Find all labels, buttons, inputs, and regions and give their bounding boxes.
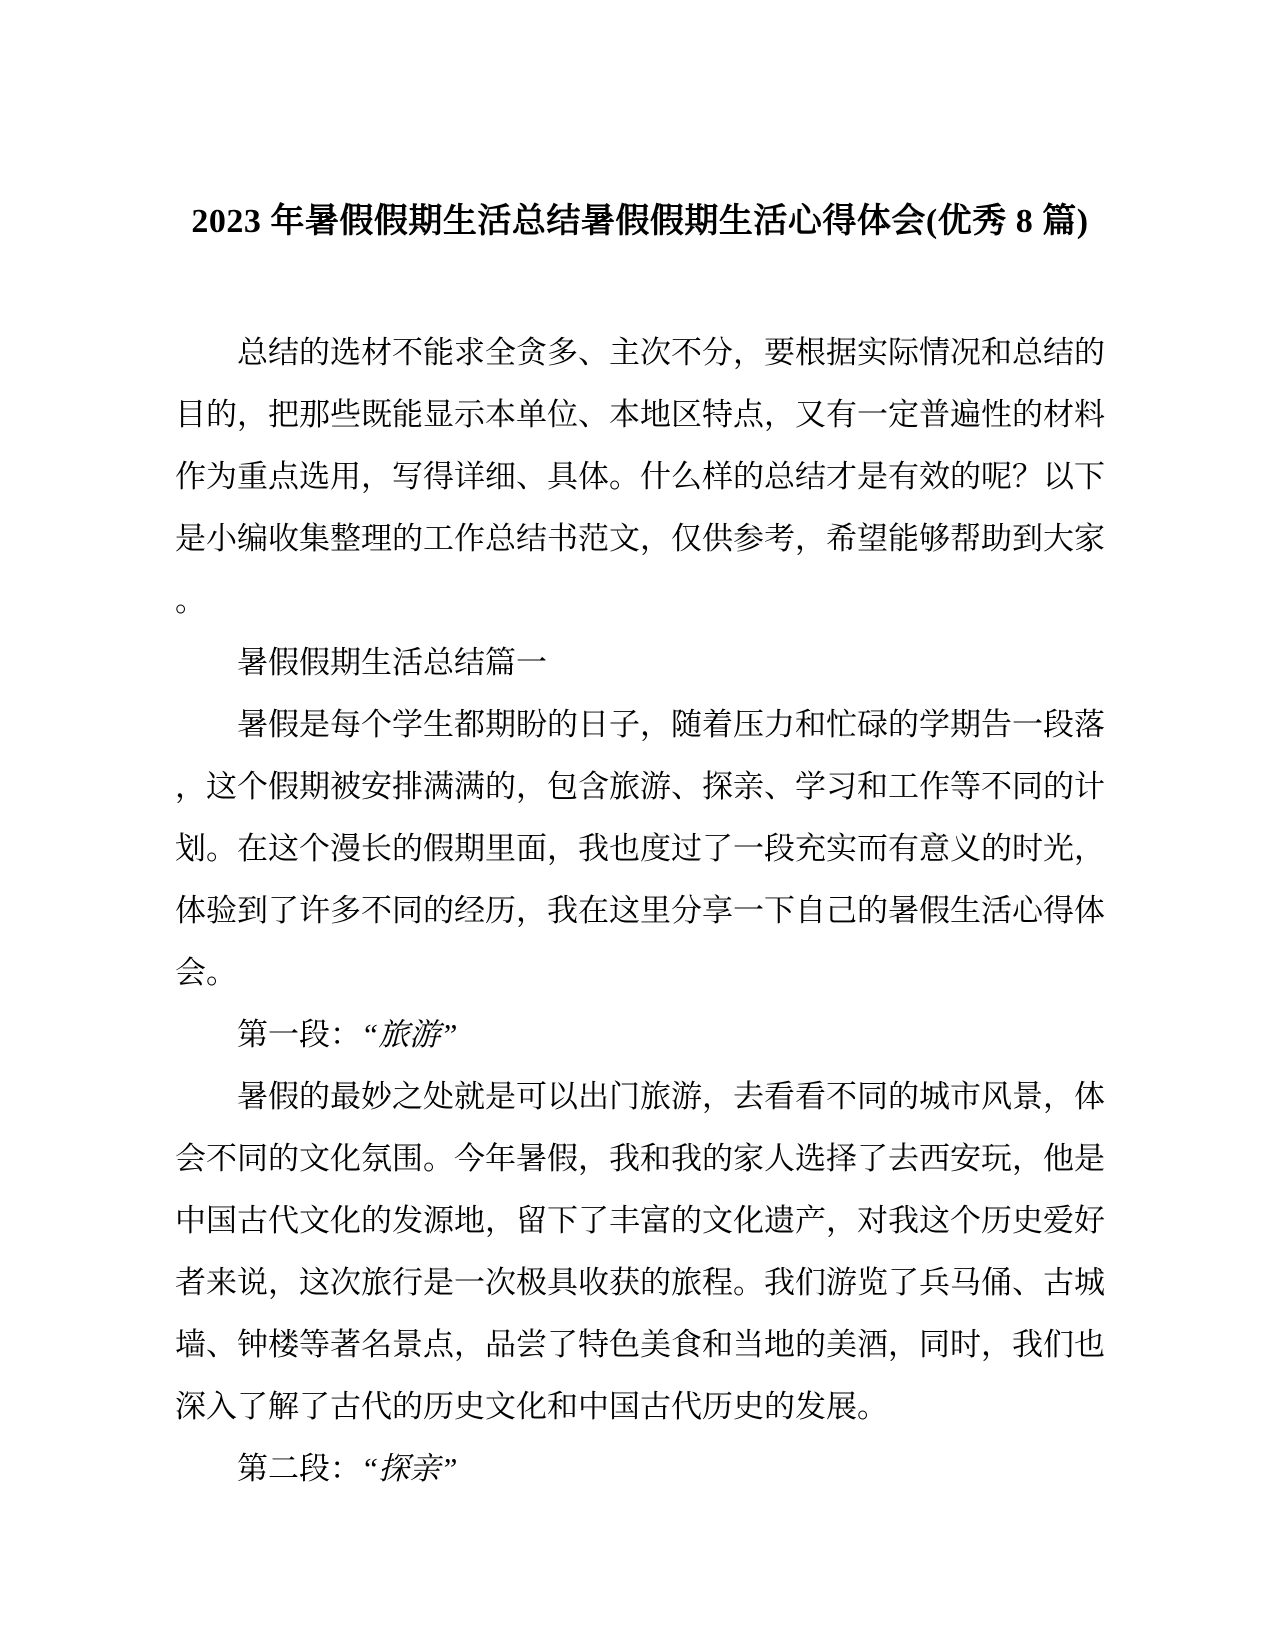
paragraph-line: 暑假是每个学生都期盼的日子，随着压力和忙碌的学期告一段落 [237,707,1105,742]
section-heading-prefix: 第二段： [237,1451,361,1486]
paragraph-line: 墙、钟楼等著名景点，品尝了特色美食和当地的美酒，同时，我们也 [175,1327,1105,1362]
paragraph-line: 暑假的最妙之处就是可以出门旅游，去看看不同的城市风景，体 [237,1079,1105,1114]
paragraph-line: 体验到了许多不同的经历，我在这里分享一下自己的暑假生活心得体 [175,893,1105,928]
section-heading-prefix: 第一段： [237,1017,361,1052]
paragraph-line: 中国古代文化的发源地，留下了丰富的文化遗产，对我这个历史爱好 [175,1203,1105,1238]
section-heading-quoted: “旅游” [361,1017,458,1052]
paragraph-line: 者来说，这次旅行是一次极具收获的旅程。我们游览了兵马俑、古城 [175,1265,1105,1300]
intro-line-overflow-period: 。 [175,583,206,618]
intro-line: 是小编收集整理的工作总结书范文，仅供参考，希望能够帮助到大家 [175,521,1105,556]
intro-line: 总结的选材不能求全贪多、主次不分，要根据实际情况和总结的 [237,335,1105,370]
paragraph-line-last: 深入了解了古代的历史文化和中国古代历史的发展。 [175,1389,888,1424]
intro-line: 目的，把那些既能显示本单位、本地区特点，又有一定普遍性的材料 [175,397,1105,432]
intro-line: 作为重点选用，写得详细、具体。什么样的总结才是有效的呢？以下 [175,459,1105,494]
section-heading-visiting [175,1438,1105,1500]
paragraph-line: 划。在这个漫长的假期里面，我也度过了一段充实而有意义的时光， [175,831,1105,866]
section-heading-quoted: “探亲” [361,1451,458,1486]
document-title: 2023 年暑假假期生活总结暑假假期生活心得体会(优秀 8 篇) [191,203,1089,240]
paragraph-line: 会不同的文化氛围。今年暑假，我和我的家人选择了去西安玩，他是 [175,1141,1105,1176]
paragraph-line: ，这个假期被安排满满的，包含旅游、探亲、学习和工作等不同的计 [175,769,1105,804]
paragraph-line-last: 会。 [175,955,237,990]
essay-section-heading: 暑假假期生活总结篇一 [237,645,547,680]
document-body [175,190,1105,1500]
section-heading-travel [175,1004,1105,1066]
